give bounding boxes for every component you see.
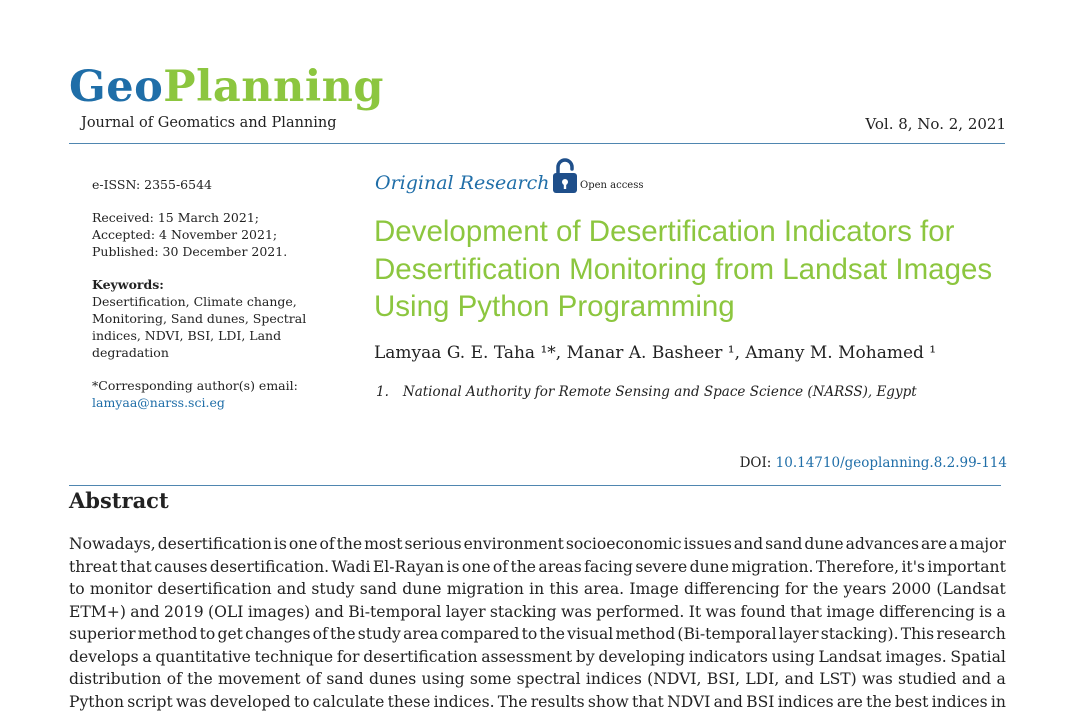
abstract-word: performed. (596, 602, 685, 621)
abstract-word: and (713, 692, 743, 711)
abstract-word: and (733, 535, 764, 553)
abstract-word: major (960, 535, 1006, 553)
abstract-word: areas (538, 557, 582, 576)
keywords-block (92, 276, 332, 361)
correspondence-block (92, 377, 332, 411)
abstract-word: was (561, 602, 592, 621)
abstract-divider (69, 485, 1001, 486)
abstract-word: develops (69, 647, 139, 666)
abstract-word: the (510, 557, 537, 576)
abstract-word: El-Rayan (372, 557, 445, 576)
abstract-word: of (319, 535, 335, 553)
abstract-word: Nowadays, (69, 535, 156, 553)
abstract-word: these (387, 692, 431, 711)
abstract-word: LST) (819, 670, 857, 688)
abstract-word: The (497, 692, 528, 711)
abstract-line (69, 578, 1006, 601)
abstract-word: NDVI (667, 692, 711, 711)
abstract-word: monitor (89, 580, 153, 598)
abstract-word: dune (402, 580, 442, 598)
abstract-word: developed (209, 692, 291, 711)
abstract-word: migration (446, 580, 524, 598)
abstract-word: are (836, 692, 863, 711)
article-type: Original Research (375, 172, 550, 194)
doi-link[interactable]: 10.14710/geoplanning.8.2.99-114 (775, 455, 1007, 471)
abstract-word: is (979, 602, 993, 621)
abstract-word: sand (326, 670, 364, 688)
abstract-word: Wadi (331, 557, 371, 576)
abstract-line (69, 601, 1006, 624)
issn: e-ISSN: 2355-6544 (92, 177, 212, 192)
abstract-word: research (936, 625, 1006, 643)
abstract-word: image (826, 602, 875, 621)
abstract-word: LDI, (745, 670, 780, 688)
abstract-word: that (631, 692, 664, 711)
abstract-word: the (336, 535, 363, 553)
abstract-word: sand (359, 580, 398, 598)
abstract-word: BSI, (706, 670, 741, 688)
abstract-word: for (336, 647, 360, 666)
abstract-word: it's (901, 557, 925, 576)
abstract-word: distribution (69, 670, 162, 688)
abstract-word: images. (885, 647, 947, 666)
title-line: Desertification Monitoring from Landsat Images (374, 252, 993, 286)
abstract-word: was (862, 670, 893, 688)
abstract-word: ETM+) (69, 602, 126, 621)
abstract-word: indices (931, 692, 988, 711)
open-access-label: Open access (580, 180, 644, 191)
doi-label: DOI: (739, 455, 776, 471)
abstract-word: indices (777, 692, 834, 711)
abstract-word: compared (440, 625, 520, 643)
abstract-word: years (843, 580, 887, 598)
journal-logo (69, 62, 384, 112)
keywords-line: Desertification, Climate change, (92, 294, 297, 309)
abstract-word: dune (804, 535, 844, 553)
abstract-word: developing (598, 647, 686, 666)
abstract-word: environment (463, 535, 564, 553)
article-metadata (92, 176, 332, 427)
title-line: Using Python Programming (374, 290, 735, 323)
abstract-word: causes (154, 557, 208, 576)
abstract-word: severe (635, 557, 688, 576)
abstract-word: by (575, 647, 595, 666)
abstract-word: of (492, 557, 509, 576)
affiliation-number: 1. (376, 384, 389, 400)
abstract-word: advances (845, 535, 920, 553)
abstract-word: and (314, 602, 344, 621)
abstract-heading: Abstract (69, 488, 169, 513)
abstract-word: desertification (363, 647, 478, 666)
abstract-word: It (688, 602, 702, 621)
abstract-word: threat (69, 557, 118, 576)
abstract-word: images) (247, 602, 311, 621)
abstract-word: quantitative (155, 647, 251, 666)
corresponding-email-link[interactable]: lamyaa@narss.sci.eg (92, 395, 225, 410)
abstract-word: stacking). (820, 625, 899, 643)
abstract-word: the (812, 580, 839, 598)
abstract-word: desertification (157, 535, 272, 553)
abstract-word: BSI (746, 692, 775, 711)
abstract-word: Python (69, 692, 125, 711)
abstract-word: was (705, 602, 737, 621)
abstract-word: for (784, 580, 808, 598)
abstract-word: stacking (489, 602, 557, 621)
abstract-word: spectral (516, 670, 581, 688)
accepted-date: Accepted: 4 November 2021; (92, 227, 278, 242)
abstract-word: issues (683, 535, 732, 553)
issn-block (92, 176, 332, 193)
dates-block (92, 209, 332, 260)
abstract-word: found (740, 602, 786, 621)
abstract-word: Spatial (950, 647, 1006, 666)
published-date: Published: 30 December 2021. (92, 244, 288, 259)
abstract-line (69, 668, 1006, 691)
abstract-word: one (461, 557, 491, 576)
abstract-body (69, 533, 1006, 713)
abstract-word: using (771, 647, 815, 666)
volume-issue: Vol. 8, No. 2, 2021 (865, 115, 1006, 133)
doi (740, 455, 1007, 471)
abstract-word: a (948, 535, 959, 553)
abstract-word: Bi-temporal (348, 602, 442, 621)
abstract-word: Landsat (818, 647, 882, 666)
abstract-word: desertification. (209, 557, 330, 576)
abstract-word: This (900, 625, 935, 643)
abstract-word: method (137, 625, 198, 643)
abstract-word: Image (629, 580, 679, 598)
affiliation-text: National Authority for Remote Sensing and Space Science (NARSS), Egypt (402, 384, 917, 400)
abstract-line (69, 646, 1006, 669)
article-title (374, 213, 1024, 326)
abstract-word: calculate (312, 692, 385, 711)
abstract-word: layer (778, 625, 819, 643)
abstract-word: desertification (157, 580, 272, 598)
abstract-word: that (119, 557, 152, 576)
abstract-word: area. (583, 580, 625, 598)
abstract-word: socioeconomic (565, 535, 682, 553)
abstract-word: migration. (731, 557, 814, 576)
corresponding-label: *Corresponding author(s) email: (92, 378, 298, 393)
abstract-word: a (996, 602, 1006, 621)
abstract-word: area (403, 625, 439, 643)
abstract-line (69, 533, 1006, 556)
abstract-word: and (130, 602, 160, 621)
abstract-word: to (293, 692, 310, 711)
abstract-word: indicators (688, 647, 768, 666)
abstract-word: was (175, 692, 207, 711)
abstract-line (69, 623, 1006, 646)
abstract-word: the (866, 692, 892, 711)
abstract-word: technique (254, 647, 334, 666)
abstract-word: of (305, 670, 322, 688)
abstract-word: of (312, 625, 328, 643)
abstract-word: (Bi-temporal (677, 625, 777, 643)
abstract-word: (NDVI, (647, 670, 702, 688)
abstract-word: to (69, 580, 85, 598)
abstract-word: to (199, 625, 216, 643)
abstract-word: and (276, 580, 307, 598)
keywords-line: Monitoring, Sand dunes, Spectral (92, 311, 307, 326)
abstract-word: the (539, 625, 565, 643)
abstract-word: is (273, 535, 287, 553)
abstract-word: 2019 (163, 602, 204, 621)
abstract-line (69, 556, 1006, 579)
abstract-word: one (288, 535, 318, 553)
abstract-word: indices. (433, 692, 495, 711)
abstract-word: the (187, 670, 213, 688)
logo-geo-text: Geo (69, 62, 164, 112)
abstract-word: show (587, 692, 629, 711)
abstract-word: (OLI (208, 602, 244, 621)
abstract-word: a (996, 670, 1006, 688)
abstract-word: in (990, 692, 1006, 711)
abstract-word: studied (898, 670, 957, 688)
abstract-word: dunes (368, 670, 417, 688)
abstract-word: dune (689, 557, 729, 576)
abstract-word: get (217, 625, 243, 643)
abstract-word: study (357, 625, 401, 643)
keywords-title: Keywords: (92, 277, 164, 292)
abstract-word: the (330, 625, 356, 643)
affiliation (376, 384, 917, 400)
abstract-word: Therefore, (815, 557, 900, 576)
abstract-word: results (530, 692, 585, 711)
logo-planning-text: Planning (163, 62, 384, 112)
abstract-word: 2000 (891, 580, 932, 598)
abstract-word: are (920, 535, 947, 553)
abstract-word: study (311, 580, 355, 598)
abstract-word: is (446, 557, 460, 576)
abstract-word: differencing (684, 580, 780, 598)
abstract-word: method (615, 625, 676, 643)
abstract-word: script (127, 692, 173, 711)
abstract-line (69, 691, 1006, 714)
abstract-word: superior (69, 625, 136, 643)
abstract-word: important (927, 557, 1006, 576)
abstract-word: (Landsat (936, 580, 1006, 598)
abstract-word: sand (765, 535, 803, 553)
keywords-line: degradation (92, 345, 169, 360)
abstract-word: in (529, 580, 545, 598)
keywords-line: indices, NDVI, BSI, LDI, Land (92, 328, 282, 343)
abstract-word: and (784, 670, 814, 688)
open-access-badge (552, 158, 643, 198)
abstract-word: best (894, 692, 929, 711)
abstract-word: this (549, 580, 579, 598)
abstract-word: some (469, 670, 512, 688)
abstract-word: most (364, 535, 403, 553)
abstract-word: to (521, 625, 538, 643)
abstract-word: of (166, 670, 182, 688)
author-list: Lamyaa G. E. Taha ¹*, Manar A. Basheer ¹, Amany M. Mohamed ¹ (374, 343, 937, 363)
abstract-word: that (790, 602, 823, 621)
abstract-word: assessment (481, 647, 573, 666)
received-date: Received: 15 March 2021; (92, 210, 260, 225)
header-divider (69, 143, 1005, 144)
journal-name: Journal of Geomatics and Planning (81, 115, 337, 131)
open-lock-icon (552, 158, 578, 198)
title-line: Development of Desertification Indicators for (374, 215, 955, 248)
abstract-word: facing (584, 557, 633, 576)
abstract-word: indices (585, 670, 642, 688)
abstract-word: a (142, 647, 152, 666)
abstract-word: visual (567, 625, 614, 643)
abstract-word: and (961, 670, 992, 688)
abstract-word: differencing (879, 602, 975, 621)
abstract-word: serious (404, 535, 462, 553)
abstract-word: using (421, 670, 465, 688)
abstract-word: changes (245, 625, 311, 643)
abstract-word: movement (218, 670, 301, 688)
abstract-word: layer (445, 602, 486, 621)
